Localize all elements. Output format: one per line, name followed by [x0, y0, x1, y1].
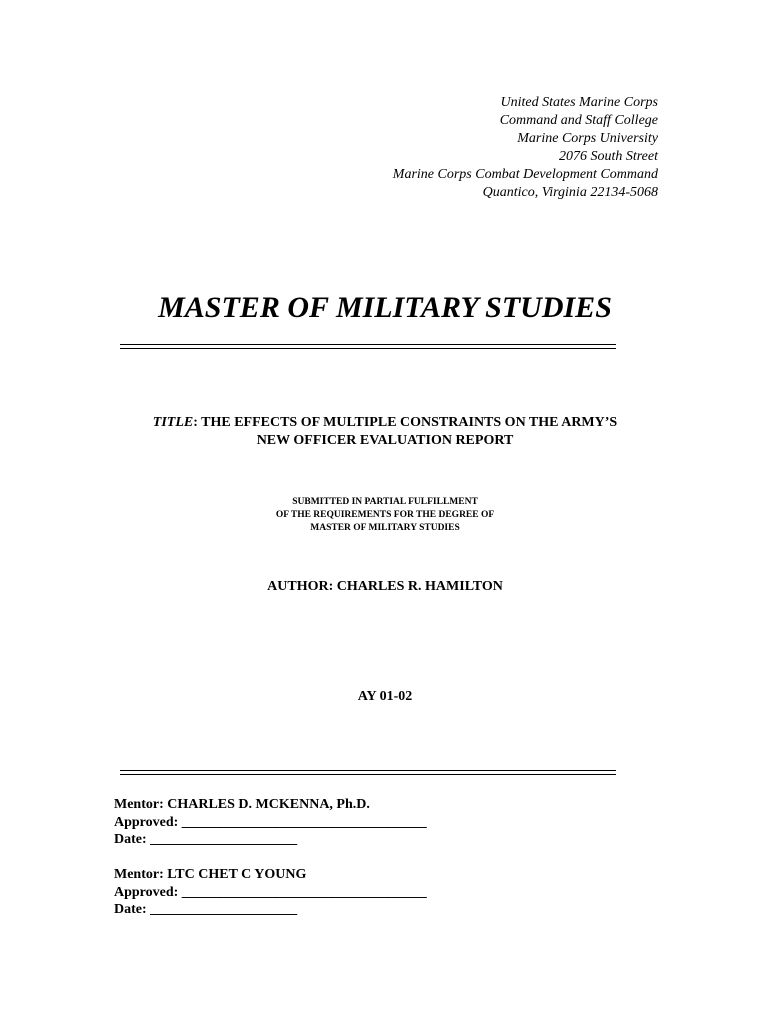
- double-rule-divider: [120, 344, 616, 349]
- approval-date-line: Date: _____________________: [114, 832, 298, 847]
- double-rule-divider: [120, 770, 616, 775]
- thesis-title-label: TITLE: [152, 415, 194, 430]
- approval-signature-line: Approved: ___________________________________: [114, 814, 427, 830]
- submission-line: SUBMITTED IN PARTIAL FULFILLMENT: [292, 497, 478, 507]
- submission-line: MASTER OF MILITARY STUDIES: [310, 523, 460, 533]
- mentor-name: Mentor: LTC CHET C YOUNG: [114, 867, 307, 882]
- submission-line: OF THE REQUIREMENTS FOR THE DEGREE OF: [275, 510, 495, 520]
- thesis-title: [0, 414, 770, 450]
- academic-year: AY 01-02: [357, 689, 413, 704]
- address-line: Marine Corps Combat Development Command: [392, 167, 658, 182]
- address-line: Quantico, Virginia 22134-5068: [482, 185, 658, 200]
- author-line: AUTHOR: CHARLES R. HAMILTON: [267, 579, 503, 594]
- address-line: Marine Corps University: [517, 131, 658, 146]
- thesis-title-line: NEW OFFICER EVALUATION REPORT: [256, 433, 514, 448]
- approval-date-line: Date: _____________________: [114, 902, 298, 917]
- thesis-title-text: : THE EFFECTS OF MULTIPLE CONSTRAINTS ON THE ARMY’S: [193, 415, 618, 430]
- approval-signature-line: Approved: ___________________________________: [114, 884, 427, 900]
- institution-address-block: [393, 94, 658, 202]
- address-line: Command and Staff College: [499, 113, 658, 128]
- mentor-approval-block: [114, 796, 427, 849]
- thesis-title-line: [0, 414, 770, 432]
- mentor-name: Mentor: CHARLES D. MCKENNA, Ph.D.: [114, 797, 370, 812]
- mentor-approval-block: [114, 866, 427, 919]
- degree-title: MASTER OF MILITARY STUDIES: [158, 291, 612, 324]
- address-line: United States Marine Corps: [500, 95, 658, 110]
- submission-statement: [0, 496, 770, 535]
- address-line: 2076 South Street: [558, 149, 658, 164]
